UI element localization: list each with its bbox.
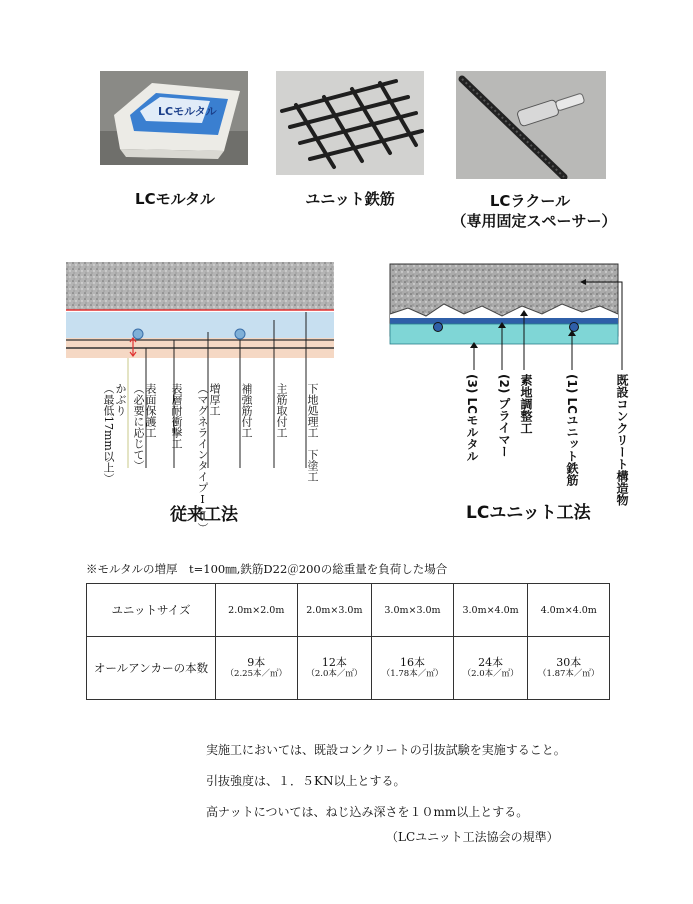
table-header-unit-size: ユニットサイズ: [87, 584, 216, 637]
photo-caption-lc-mortar: LCモルタル: [135, 190, 215, 208]
load-condition-note: ※モルタルの増厚 t=100㎜,鉄筋D22＠200の総重量を負荷した場合: [86, 562, 448, 576]
paragraph-pullout-strength: 引抜強度は、１．５KN以上とする。: [206, 774, 406, 788]
photo-caption-spacer: （専用固定スペーサー）: [451, 212, 617, 230]
table-cell-size: 4.0m×4.0m: [528, 584, 610, 637]
table-cell-count: 16本 （1.78本／㎡）: [372, 637, 454, 700]
table-cell-size: 2.0m×3.0m: [297, 584, 372, 637]
paragraph-nut-depth: 高ナットについては、ねじ込み深さを１０mm以上とする。: [206, 805, 529, 819]
lc-label-primer: (2) プライマー: [497, 374, 511, 458]
conv-label-base-treatment: 下地処理工 下塗工: [306, 383, 319, 482]
conv-label-surface-protection: 表面保護工 （必要に応じて）: [132, 383, 157, 471]
lc-rakool-photo: [456, 71, 606, 179]
lc-label-mortar: (3) LCモルタル: [465, 374, 479, 462]
conv-label-cover: かぶり （最低17mm以上）: [102, 383, 127, 484]
table-cell-count: 24本 （2.0本／㎡）: [453, 637, 528, 700]
lc-unit-method-title: LCユニット工法: [466, 503, 591, 523]
bag-label: LCモルタル: [158, 105, 217, 118]
conventional-method-title: 従来工法: [170, 505, 238, 525]
lc-label-substrate-prep: 素地調整工: [519, 374, 533, 434]
paragraph-pullout-test: 実施工においては、既設コンクリートの引抜試験を実施すること。: [206, 743, 566, 757]
table-header-anchor-count: オールアンカーの本数: [87, 637, 216, 700]
photo-caption-unit-rebar: ユニット鉄筋: [305, 190, 395, 208]
table-cell-size: 3.0m×3.0m: [372, 584, 454, 637]
conv-label-impact-layer: 表層耐衝撃工: [170, 383, 183, 449]
lc-unit-method-diagram: [386, 262, 646, 502]
table-row-anchor-count: [87, 637, 610, 700]
table-cell-size: 3.0m×4.0m: [453, 584, 528, 637]
conv-label-overlay: 増厚工 （マグネラインタイプⅠ,Ⅱ）: [196, 383, 221, 534]
table-cell-count: 30本 （1.87本／㎡）: [528, 637, 610, 700]
lc-label-unit-rebar: (1) LCユニット鉄筋: [565, 374, 579, 486]
anchor-count-table: [86, 583, 610, 700]
unit-rebar-photo: [276, 71, 424, 175]
lc-label-existing-structure: 既設コンクリート構造物: [615, 374, 629, 506]
conv-label-main-bar: 主筋取付工: [275, 383, 288, 438]
paragraph-association-standard: （LCユニット工法協会の規準）: [386, 830, 559, 844]
table-cell-count: 9本 （2.25本／㎡）: [216, 637, 298, 700]
conv-label-reinforcing-bar: 補強筋付工: [240, 383, 253, 438]
table-cell-size: 2.0m×2.0m: [216, 584, 298, 637]
table-cell-count: 12本 （2.0本／㎡）: [297, 637, 372, 700]
table-row-unit-size: [87, 584, 610, 637]
lc-mortar-photo: [100, 71, 248, 165]
photo-caption-lc-rakool: LCラクール: [489, 192, 571, 210]
